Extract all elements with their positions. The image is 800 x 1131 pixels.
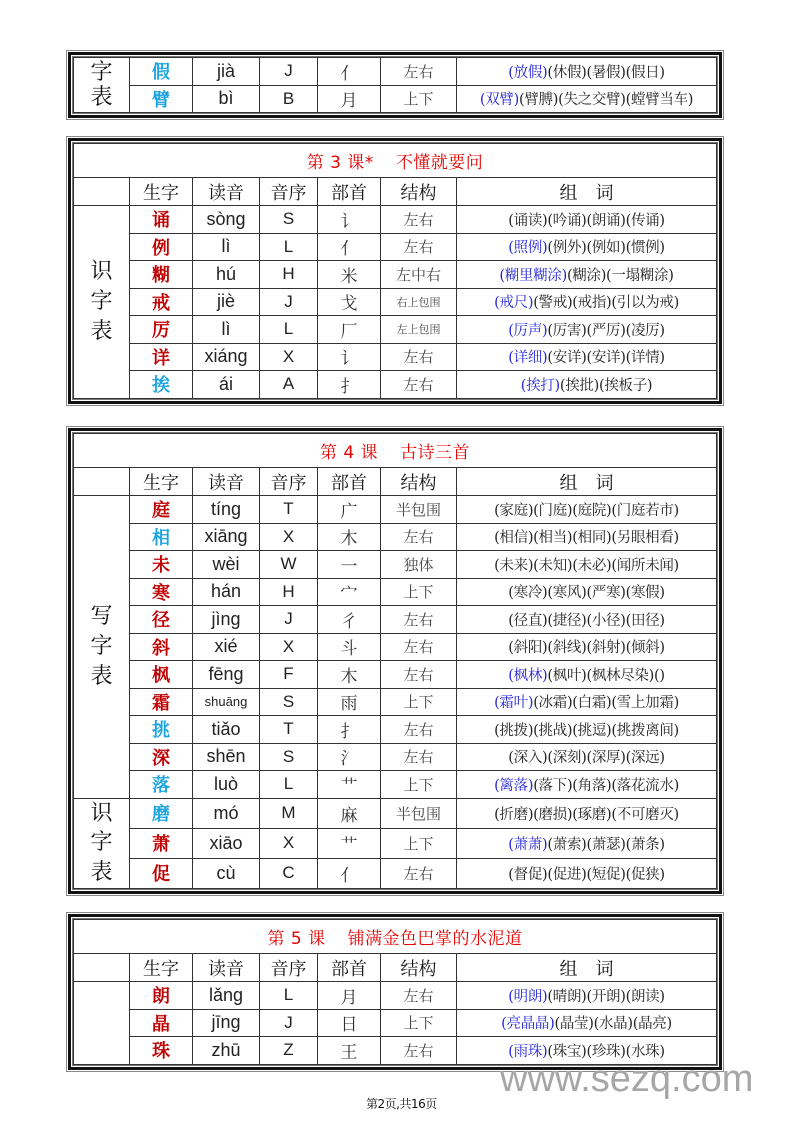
structure: 上下: [381, 688, 457, 716]
header-structure: 结构: [381, 468, 457, 496]
table-row: [74, 606, 717, 634]
lesson-number: 第 3 课*: [306, 153, 374, 173]
highlighted-word: (霜叶): [494, 695, 534, 712]
phonetic-order: C: [260, 858, 318, 888]
pinyin: jiè: [193, 288, 260, 316]
prev-table: [73, 57, 717, 113]
structure: 左右: [381, 58, 457, 86]
radical: 扌: [318, 371, 381, 399]
lesson-4-grid: [73, 433, 717, 889]
words: (晴朗)(开朗)(朗读): [547, 988, 665, 1005]
word-group: [457, 578, 717, 606]
table-row: [74, 716, 717, 744]
new-character: 促: [130, 858, 193, 888]
new-character: 相: [130, 523, 193, 551]
section-label: [74, 206, 130, 399]
radical: 雨: [318, 688, 381, 716]
table-row: [74, 982, 717, 1010]
word-group: [457, 496, 717, 524]
words: (家庭)(门庭)(庭院)(门庭若市): [494, 502, 679, 519]
words: (萧索)(萧瑟)(萧条): [547, 836, 665, 853]
structure: 上下: [381, 1009, 457, 1037]
section-label: [74, 982, 130, 1065]
word-group: [457, 688, 717, 716]
word-group: [457, 343, 717, 371]
pinyin: wèi: [193, 551, 260, 579]
highlighted-word: (篱落): [494, 777, 534, 794]
new-character: 晶: [130, 1009, 193, 1037]
new-character: 臂: [130, 85, 193, 113]
word-group: [457, 1009, 717, 1037]
header-words: 组 词: [457, 178, 717, 206]
pinyin: hú: [193, 261, 260, 289]
words: (未来)(未知)(未必)(闻所未闻): [494, 557, 679, 574]
pinyin: fēng: [193, 661, 260, 689]
radical: 艹: [318, 771, 381, 799]
table-row: [74, 58, 717, 86]
word-group: [457, 233, 717, 261]
new-character: 诵: [130, 206, 193, 234]
pinyin: shēn: [193, 743, 260, 771]
word-group: [457, 261, 717, 289]
phonetic-order: J: [260, 288, 318, 316]
new-character: 例: [130, 233, 193, 261]
new-character: 朗: [130, 982, 193, 1010]
header-char: 生字: [130, 178, 193, 206]
new-character: 萧: [130, 828, 193, 858]
pinyin: lì: [193, 233, 260, 261]
radical: 扌: [318, 716, 381, 744]
table-row: [74, 688, 717, 716]
phonetic-order: T: [260, 496, 318, 524]
structure: 左右: [381, 743, 457, 771]
pinyin: luò: [193, 771, 260, 799]
words: (冰霜)(白霜)(雪上加霜): [533, 695, 679, 712]
table-row: [74, 316, 717, 344]
new-character: 庭: [130, 496, 193, 524]
highlighted-word: (亮晶晶): [501, 1016, 555, 1033]
section-label-char: 表: [90, 85, 113, 110]
words: (例外)(例如)(惯例): [547, 240, 665, 257]
table-row: [74, 551, 717, 579]
phonetic-order: A: [260, 371, 318, 399]
header-pinyin: 读音: [193, 178, 260, 206]
words: (晶莹)(水晶)(晶亮): [554, 1016, 672, 1033]
pinyin: shuāng: [193, 688, 260, 716]
new-character: 深: [130, 743, 193, 771]
words: (落下)(角落)(落花流水): [533, 777, 679, 794]
pinyin: lǎng: [193, 982, 260, 1010]
new-character: 枫: [130, 661, 193, 689]
radical: 讠: [318, 206, 381, 234]
lesson-3-grid: [73, 143, 717, 399]
table-row: [74, 743, 717, 771]
phonetic-order: X: [260, 523, 318, 551]
words: (斜阳)(斜线)(斜射)(倾斜): [508, 640, 665, 657]
structure: 右上包围: [381, 288, 457, 316]
radical: 麻: [318, 798, 381, 828]
table-row: [74, 371, 717, 399]
table-row: [74, 523, 717, 551]
table-row: [74, 661, 717, 689]
structure: 上下: [381, 828, 457, 858]
pinyin: xié: [193, 633, 260, 661]
section-label-char: 写: [90, 604, 113, 630]
phonetic-order: J: [260, 58, 318, 86]
radical: 亻: [318, 858, 381, 888]
highlighted-word: (双臂): [479, 92, 519, 109]
structure: 半包围: [381, 496, 457, 524]
table-row: [74, 233, 717, 261]
header-structure: 结构: [381, 178, 457, 206]
radical: 日: [318, 1009, 381, 1037]
phonetic-order: L: [260, 316, 318, 344]
radical: 艹: [318, 828, 381, 858]
new-character: 详: [130, 343, 193, 371]
structure: 上下: [381, 578, 457, 606]
word-group: [457, 316, 717, 344]
section-label-char: 表: [90, 318, 113, 344]
pinyin: jià: [193, 58, 260, 86]
phonetic-order: H: [260, 261, 318, 289]
phonetic-order: T: [260, 716, 318, 744]
new-character: 径: [130, 606, 193, 634]
radical: 厂: [318, 316, 381, 344]
new-character: 挨: [130, 371, 193, 399]
table-row: [74, 85, 717, 113]
table-row: [74, 261, 717, 289]
radical: 广: [318, 496, 381, 524]
phonetic-order: J: [260, 606, 318, 634]
phonetic-order: X: [260, 633, 318, 661]
pinyin: bì: [193, 85, 260, 113]
section-label-char: 识: [90, 800, 113, 826]
structure: 左右: [381, 716, 457, 744]
lesson-name: 古诗三首: [400, 443, 471, 463]
table-row: [74, 633, 717, 661]
pinyin: cù: [193, 858, 260, 888]
highlighted-word: (糊里糊涂): [499, 267, 567, 284]
pinyin: hán: [193, 578, 260, 606]
phonetic-order: Z: [260, 1037, 318, 1065]
prev-lesson-table: [66, 50, 724, 120]
phonetic-order: L: [260, 771, 318, 799]
pinyin: sòng: [193, 206, 260, 234]
radical: 木: [318, 661, 381, 689]
new-character: 厉: [130, 316, 193, 344]
table-row: [74, 1009, 717, 1037]
radical: 宀: [318, 578, 381, 606]
highlighted-word: (厉声): [508, 322, 548, 339]
words: (警戒)(戒指)(引以为戒): [533, 295, 679, 312]
radical: 讠: [318, 343, 381, 371]
header-order: 音序: [260, 468, 318, 496]
table-row: [74, 798, 717, 828]
word-group: [457, 206, 717, 234]
structure: 左右: [381, 1037, 457, 1065]
structure: 独体: [381, 551, 457, 579]
new-character: 未: [130, 551, 193, 579]
word-group: [457, 716, 717, 744]
lesson-5-grid: [73, 919, 717, 1065]
words: (糊涂)(一塌糊涂): [566, 267, 674, 284]
lesson-3-table: [66, 136, 724, 406]
structure: 左右: [381, 633, 457, 661]
phonetic-order: X: [260, 828, 318, 858]
lesson-title: [74, 434, 717, 468]
highlighted-word: (枫林): [508, 667, 548, 684]
pinyin: xiáng: [193, 343, 260, 371]
structure: 上下: [381, 771, 457, 799]
lesson-5-table: [66, 912, 724, 1072]
pinyin: jìng: [193, 606, 260, 634]
structure: 左右: [381, 982, 457, 1010]
phonetic-order: X: [260, 343, 318, 371]
radical: 亻: [318, 233, 381, 261]
phonetic-order: H: [260, 578, 318, 606]
table-row: [74, 496, 717, 524]
words: (挑拨)(挑战)(挑逗)(挑拨离间): [494, 722, 679, 739]
section-label: [74, 58, 130, 113]
structure: 半包围: [381, 798, 457, 828]
radical: 木: [318, 523, 381, 551]
new-character: 寒: [130, 578, 193, 606]
header-row: [74, 468, 717, 496]
phonetic-order: L: [260, 233, 318, 261]
header-pinyin: 读音: [193, 954, 260, 982]
header-words: 组 词: [457, 468, 717, 496]
pinyin: tíng: [193, 496, 260, 524]
words: (折磨)(磨损)(琢磨)(不可磨灭): [494, 806, 679, 823]
radical: 一: [318, 551, 381, 579]
lesson-name: 铺满金色巴掌的水泥道: [347, 929, 523, 949]
radical: 月: [318, 85, 381, 113]
structure: 左右: [381, 661, 457, 689]
word-group: [457, 523, 717, 551]
header-radical: 部首: [318, 178, 381, 206]
structure: 左右: [381, 371, 457, 399]
new-character: 磨: [130, 798, 193, 828]
section-label-char: 字: [90, 830, 113, 856]
new-character: 糊: [130, 261, 193, 289]
section-label: [74, 496, 130, 799]
new-character: 戒: [130, 288, 193, 316]
word-group: [457, 828, 717, 858]
phonetic-order: L: [260, 982, 318, 1010]
radical: 月: [318, 982, 381, 1010]
header-blank: [74, 468, 130, 496]
new-character: 斜: [130, 633, 193, 661]
lesson-4-table: [66, 426, 724, 896]
highlighted-word: (放假): [508, 64, 548, 81]
word-group: [457, 85, 717, 113]
structure: 上下: [381, 85, 457, 113]
word-group: [457, 371, 717, 399]
highlighted-word: (萧萧): [508, 836, 548, 853]
pinyin: mó: [193, 798, 260, 828]
new-character: 落: [130, 771, 193, 799]
structure: 左上包围: [381, 316, 457, 344]
words: (径直)(捷径)(小径)(田径): [508, 612, 665, 629]
radical: 米: [318, 261, 381, 289]
header-structure: 结构: [381, 954, 457, 982]
highlighted-word: (明朗): [508, 988, 548, 1005]
header-order: 音序: [260, 954, 318, 982]
table-row: [74, 578, 717, 606]
section-label-char: 字: [90, 288, 113, 314]
pinyin: xiāng: [193, 523, 260, 551]
header-char: 生字: [130, 468, 193, 496]
words: (深入)(深刻)(深厚)(深远): [508, 750, 665, 767]
word-group: [457, 858, 717, 888]
header-words: 组 词: [457, 954, 717, 982]
table-row: [74, 771, 717, 799]
radical: 彳: [318, 606, 381, 634]
phonetic-order: S: [260, 206, 318, 234]
header-blank: [74, 954, 130, 982]
words: (休假)(暑假)(假日): [547, 64, 665, 81]
pinyin: xiāo: [193, 828, 260, 858]
word-group: [457, 606, 717, 634]
section-label-char: 表: [90, 663, 113, 689]
phonetic-order: S: [260, 688, 318, 716]
header-radical: 部首: [318, 468, 381, 496]
words: (相信)(相当)(相同)(另眼相看): [494, 530, 679, 547]
structure: 左右: [381, 606, 457, 634]
header-blank: [74, 178, 130, 206]
word-group: [457, 288, 717, 316]
highlighted-word: (挨打): [520, 377, 560, 394]
radical: 氵: [318, 743, 381, 771]
phonetic-order: S: [260, 743, 318, 771]
words: (寒冷)(寒风)(严寒)(寒假): [508, 585, 665, 602]
highlighted-word: (雨珠): [508, 1043, 548, 1060]
header-row: [74, 954, 717, 982]
phonetic-order: W: [260, 551, 318, 579]
highlighted-word: (详细): [508, 350, 548, 367]
new-character: 挑: [130, 716, 193, 744]
lesson-number: 第 5 课: [267, 929, 326, 949]
watermark: www.sezq.com: [500, 1058, 754, 1100]
structure: 左右: [381, 343, 457, 371]
words: (珠宝)(珍珠)(水珠): [547, 1043, 665, 1060]
radical: 斗: [318, 633, 381, 661]
words: (臂膊)(失之交臂)(螳臂当车): [518, 92, 694, 109]
word-group: [457, 743, 717, 771]
page-number: 第2页,共16页: [366, 1097, 437, 1111]
structure: 左右: [381, 233, 457, 261]
pinyin: zhū: [193, 1037, 260, 1065]
word-group: [457, 661, 717, 689]
radical: 戈: [318, 288, 381, 316]
words: (挨批)(挨板子): [559, 377, 653, 394]
words: (安详)(安详)(详情): [547, 350, 665, 367]
radical: 亻: [318, 58, 381, 86]
section-label-char: 表: [90, 859, 113, 885]
highlighted-word: (照例): [508, 240, 548, 257]
word-group: [457, 58, 717, 86]
pinyin: jīng: [193, 1009, 260, 1037]
word-group: [457, 982, 717, 1010]
highlighted-word: (戒尺): [494, 295, 534, 312]
table-row: [74, 206, 717, 234]
header-pinyin: 读音: [193, 468, 260, 496]
lesson-name: 不懂就要问: [395, 153, 484, 173]
header-char: 生字: [130, 954, 193, 982]
table-row: [74, 858, 717, 888]
new-character: 霜: [130, 688, 193, 716]
header-row: [74, 178, 717, 206]
structure: 左右: [381, 858, 457, 888]
table-row: [74, 288, 717, 316]
phonetic-order: B: [260, 85, 318, 113]
phonetic-order: F: [260, 661, 318, 689]
lesson-title: [74, 920, 717, 954]
words: (枫叶)(枫林尽染)(): [547, 667, 665, 684]
section-label-char: 字: [90, 633, 113, 659]
word-group: [457, 551, 717, 579]
phonetic-order: M: [260, 798, 318, 828]
table-row: [74, 828, 717, 858]
section-label: [74, 798, 130, 888]
words: (诵读)(吟诵)(朗诵)(传诵): [508, 212, 665, 229]
table-row: [74, 343, 717, 371]
pinyin: lì: [193, 316, 260, 344]
radical: 王: [318, 1037, 381, 1065]
pinyin: tiǎo: [193, 716, 260, 744]
words: (督促)(促进)(短促)(促狭): [508, 866, 665, 883]
new-character: 假: [130, 58, 193, 86]
word-group: [457, 633, 717, 661]
phonetic-order: J: [260, 1009, 318, 1037]
lesson-number: 第 4 课: [319, 443, 379, 463]
word-group: [457, 798, 717, 828]
structure: 左右: [381, 523, 457, 551]
section-label-char: 识: [90, 259, 113, 285]
header-radical: 部首: [318, 954, 381, 982]
header-order: 音序: [260, 178, 318, 206]
structure: 左右: [381, 206, 457, 234]
new-character: 珠: [130, 1037, 193, 1065]
structure: 左中右: [381, 261, 457, 289]
pinyin: ái: [193, 371, 260, 399]
words: (厉害)(严厉)(凌厉): [547, 322, 665, 339]
word-group: [457, 771, 717, 799]
lesson-title: [74, 144, 717, 178]
section-label-char: 字: [90, 59, 113, 85]
